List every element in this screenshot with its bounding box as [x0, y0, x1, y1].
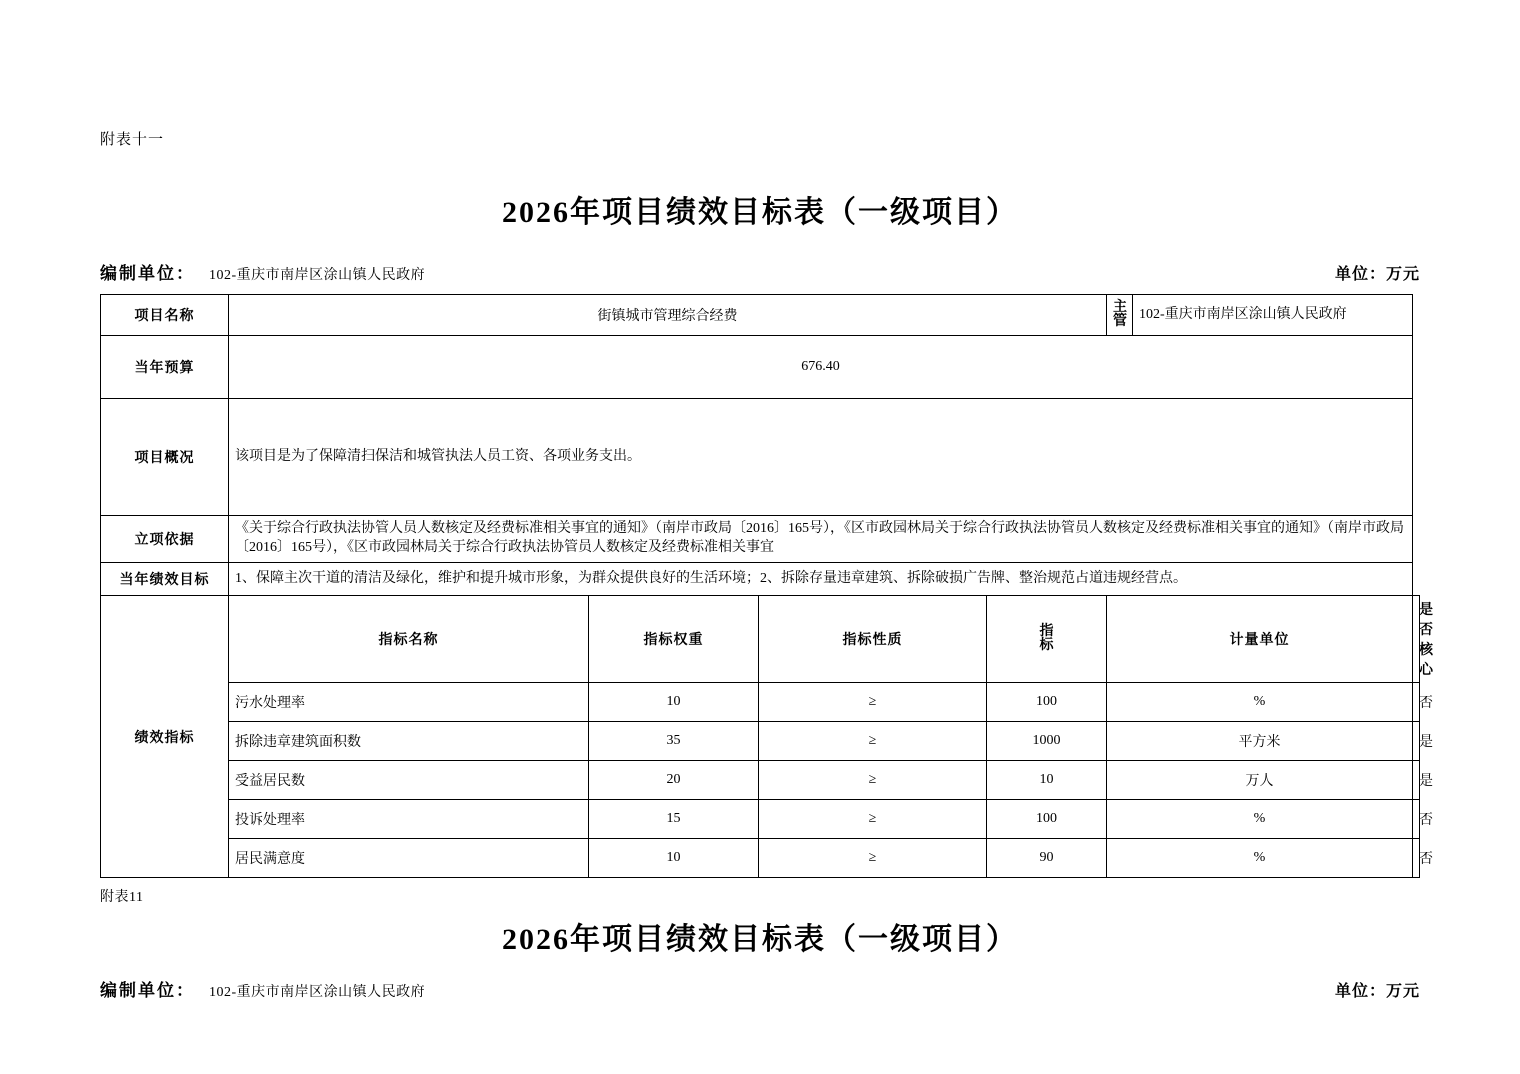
indicator-core: 否	[1413, 839, 1420, 878]
indicator-core: 是	[1413, 722, 1420, 761]
attachment-label: 附表十一	[100, 132, 165, 148]
indicator-unit: %	[1107, 839, 1413, 878]
indicator-name: 拆除违章建筑面积数	[229, 722, 589, 761]
performance-goal-table	[100, 294, 1434, 878]
indicator-unit: 平方米	[1107, 722, 1413, 761]
overview-value: 该项目是为了保障清扫保洁和城管执法人员工资、各项业务支出。	[229, 399, 1413, 516]
basis-label: 立项依据	[101, 516, 229, 563]
indicator-nature: ≥	[759, 839, 987, 878]
footer-page-title: 2026年项目绩效目标表（一级项目）	[502, 923, 1018, 956]
project-name-value: 街镇城市管理综合经费	[229, 295, 1107, 336]
indicator-name: 污水处理率	[229, 683, 589, 722]
footer-unit-label: 单位：万元	[1334, 983, 1420, 1000]
indicator-weight: 15	[589, 800, 759, 839]
indicator-weight: 20	[589, 761, 759, 800]
indicator-nature: ≥	[759, 722, 987, 761]
indicator-core: 是	[1413, 761, 1420, 800]
project-name-label: 项目名称	[101, 295, 229, 336]
dept-value: 102-重庆市南岸区涂山镇人民政府	[1133, 295, 1413, 336]
dept-vertical-label: 主 管	[1107, 295, 1133, 336]
column-header-weight: 指标权重	[589, 596, 759, 683]
table-row	[101, 295, 1420, 336]
table-header-row	[101, 596, 1420, 683]
indicator-unit: %	[1107, 683, 1413, 722]
goal-value: 1、保障主次干道的清洁及绿化，维护和提升城市形象，为群众提供良好的生活环境；2、拆除存量违章建筑、拆除破损广告牌、整治规范占道违规经营点。	[229, 563, 1413, 596]
table-row	[101, 761, 1420, 800]
indicator-name: 投诉处理率	[229, 800, 589, 839]
column-header-core: 是否核心	[1413, 596, 1420, 683]
indicator-weight: 10	[589, 839, 759, 878]
indicator-value: 1000	[987, 722, 1107, 761]
table-row	[101, 722, 1420, 761]
goal-label: 当年绩效目标	[101, 563, 229, 596]
indicator-weight: 35	[589, 722, 759, 761]
column-header-nature: 指标性质	[759, 596, 987, 683]
perf-label: 绩效指标	[101, 596, 229, 878]
indicator-nature: ≥	[759, 761, 987, 800]
footer-prepared-by	[100, 976, 425, 1001]
indicator-unit: %	[1107, 800, 1413, 839]
table-row	[101, 839, 1420, 878]
table-row	[101, 336, 1420, 399]
indicator-value: 100	[987, 683, 1107, 722]
footer-attachment-label: 附表11	[100, 890, 144, 905]
budget-value: 676.40	[229, 336, 1413, 399]
basis-value: 《关于综合行政执法协管人员人数核定及经费标准相关事宜的通知》（南岸市政局〔2016〕165号），《区市政园林局关于综合行政执法协管员人数核定及经费标准相关事宜的通知》（南岸市政局〔2016〕165号），《区市政园林局关于综合行政执法协管员人数核定及经费标准相关事宜	[229, 516, 1413, 563]
footer-meta-row	[100, 976, 1420, 1001]
footer-prepared-by-value: 102-重庆市南岸区涂山镇人民政府	[209, 985, 426, 1000]
indicator-core: 否	[1413, 800, 1420, 839]
table-row	[101, 800, 1420, 839]
budget-label: 当年预算	[101, 336, 229, 399]
indicator-nature: ≥	[759, 800, 987, 839]
indicator-value: 90	[987, 839, 1107, 878]
table-row	[101, 683, 1420, 722]
table-row	[101, 563, 1420, 596]
overview-label: 项目概况	[101, 399, 229, 516]
prepared-by-label: 编制单位：	[100, 264, 195, 283]
column-header-value: 指 标	[987, 596, 1107, 683]
indicator-core: 否	[1413, 683, 1420, 722]
indicator-unit: 万人	[1107, 761, 1413, 800]
indicator-weight: 10	[589, 683, 759, 722]
prepared-by-value: 102-重庆市南岸区涂山镇人民政府	[209, 268, 426, 283]
meta-row	[100, 259, 1420, 284]
column-header-unit: 计量单位	[1107, 596, 1413, 683]
indicator-name: 受益居民数	[229, 761, 589, 800]
table-row	[101, 399, 1420, 516]
page-title: 2026年项目绩效目标表（一级项目）	[502, 196, 1018, 229]
prepared-by	[100, 259, 425, 284]
footer-prepared-by-label: 编制单位：	[100, 981, 195, 1000]
indicator-value: 10	[987, 761, 1107, 800]
indicator-nature: ≥	[759, 683, 987, 722]
column-header-indicator-name: 指标名称	[229, 596, 589, 683]
table-row	[101, 516, 1420, 563]
indicator-name: 居民满意度	[229, 839, 589, 878]
unit-label: 单位：万元	[1334, 266, 1420, 283]
indicator-value: 100	[987, 800, 1107, 839]
